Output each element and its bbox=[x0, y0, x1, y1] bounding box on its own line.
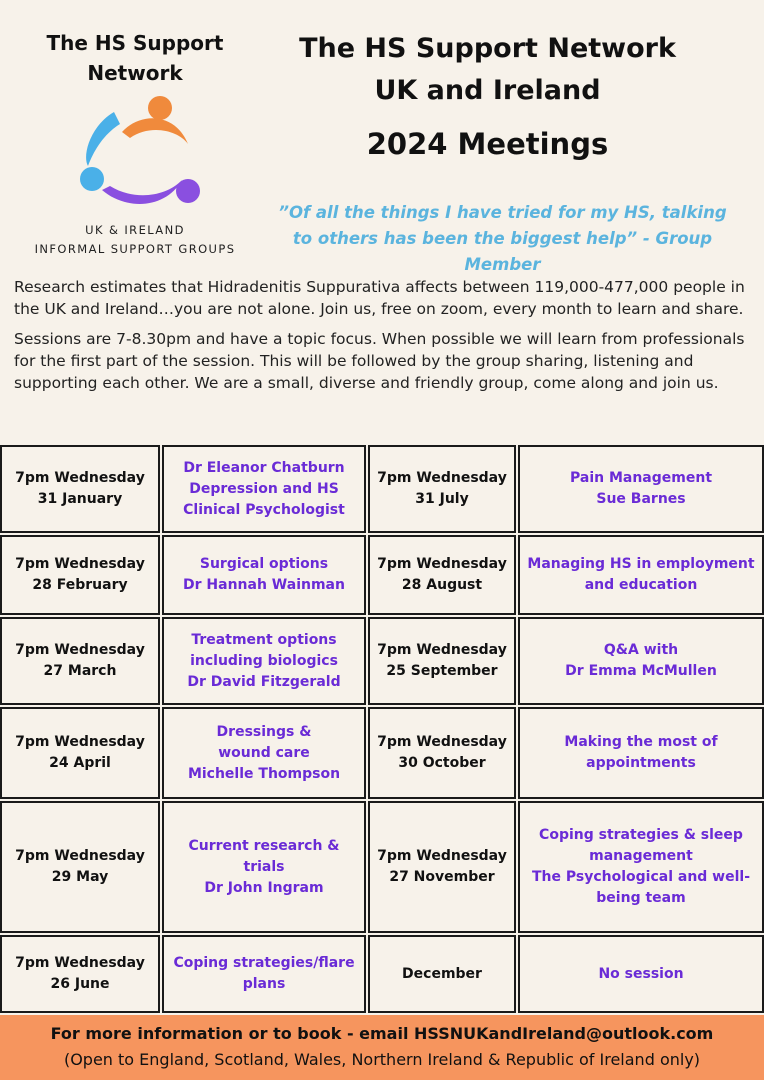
logo-subtitle-line2: INFORMAL SUPPORT GROUPS bbox=[34, 242, 236, 256]
meeting-topic: Treatment options including biologics Dr David Fitzgerald bbox=[187, 631, 341, 690]
left-topic-cell bbox=[162, 801, 366, 933]
meeting-date: 7pm Wednesday 28 February bbox=[15, 556, 145, 593]
left-topic-cell bbox=[162, 935, 366, 1013]
meeting-topic: Q&A with Dr Emma McMullen bbox=[565, 642, 717, 679]
right-date-cell bbox=[368, 445, 516, 533]
left-topic-cell bbox=[162, 617, 366, 705]
meeting-topic: Making the most of appointments bbox=[564, 734, 718, 771]
left-date-cell bbox=[0, 935, 160, 1013]
meeting-topic: Managing HS in employment and education bbox=[527, 556, 755, 593]
meeting-date: 7pm Wednesday 31 July bbox=[377, 470, 507, 507]
logo-block bbox=[30, 28, 240, 257]
header bbox=[250, 28, 725, 164]
logo-title: The HS Support Network bbox=[46, 31, 224, 85]
meeting-topic: Surgical options Dr Hannah Wainman bbox=[183, 556, 345, 593]
right-topic-cell bbox=[518, 801, 764, 933]
meetings-heading: 2024 Meetings bbox=[366, 127, 609, 161]
people-circle-logo-icon bbox=[70, 94, 200, 219]
meeting-date: 7pm Wednesday 27 November bbox=[377, 848, 507, 885]
right-topic-cell bbox=[518, 535, 764, 615]
left-date-cell bbox=[0, 707, 160, 799]
footer-banner bbox=[0, 1015, 764, 1080]
meeting-date: 7pm Wednesday 31 January bbox=[15, 470, 145, 507]
meeting-topic: Current research & trials Dr John Ingram bbox=[188, 837, 340, 896]
right-date-cell bbox=[368, 707, 516, 799]
meeting-date: 7pm Wednesday 26 June bbox=[15, 955, 145, 992]
meeting-schedule-table bbox=[0, 445, 764, 1015]
left-date-cell bbox=[0, 445, 160, 533]
right-date-cell bbox=[368, 801, 516, 933]
meeting-topic: Dressings & wound care Michelle Thompson bbox=[187, 723, 341, 782]
meeting-topic: Coping strategies & sleep management The Psychological and well- being team bbox=[531, 827, 751, 906]
meeting-date: 7pm Wednesday 29 May bbox=[15, 848, 145, 885]
right-date-cell bbox=[368, 935, 516, 1013]
left-topic-cell bbox=[162, 707, 366, 799]
meeting-date: 7pm Wednesday 27 March bbox=[15, 642, 145, 679]
right-topic-cell bbox=[518, 935, 764, 1013]
meeting-date: 7pm Wednesday 28 August bbox=[377, 556, 507, 593]
meeting-date: December bbox=[402, 965, 482, 982]
meeting-topic: No session bbox=[598, 965, 684, 982]
meeting-date: 7pm Wednesday 25 September bbox=[377, 642, 507, 679]
page-title-line2: UK and Ireland bbox=[374, 75, 601, 106]
meeting-topic: Coping strategies/flare plans bbox=[173, 955, 355, 992]
right-topic-cell bbox=[518, 707, 764, 799]
left-date-cell bbox=[0, 801, 160, 933]
footer-contact: For more information or to book - email HSSNUKandIreland@outlook.com bbox=[50, 1024, 714, 1043]
left-topic-cell bbox=[162, 445, 366, 533]
right-topic-cell bbox=[518, 617, 764, 705]
left-topic-cell bbox=[162, 535, 366, 615]
right-date-cell bbox=[368, 535, 516, 615]
intro-paragraph-2: Sessions are 7-8.30pm and have a topic focus. When possible we will learn from professionals for the first part of the session. This will be followed by the group sharing, listening and supporting each other. We are a small, diverse and friendly group, come along and join us. bbox=[14, 330, 745, 392]
member-quote: ”Of all the things I have tried for my HS, talking to others has been the biggest help” - Group Member bbox=[278, 203, 727, 274]
right-topic-cell bbox=[518, 445, 764, 533]
meeting-topic: Dr Eleanor Chatburn Depression and HS Clinical Psychologist bbox=[183, 459, 345, 518]
meeting-date: 7pm Wednesday 24 April bbox=[15, 734, 145, 771]
meeting-date: 7pm Wednesday 30 October bbox=[377, 734, 507, 771]
left-date-cell bbox=[0, 535, 160, 615]
page-title-line1: The HS Support Network bbox=[299, 33, 676, 64]
left-date-cell bbox=[0, 617, 160, 705]
intro-paragraph-1: Research estimates that Hidradenitis Suppurativa affects between 119,000-477,000 people in the UK and Ireland…you are not alone. Join us, free on zoom, every month to learn and share. bbox=[14, 278, 745, 318]
intro-text bbox=[14, 276, 754, 402]
right-date-cell bbox=[368, 617, 516, 705]
logo-subtitle-line1: UK & IRELAND bbox=[85, 223, 185, 237]
meeting-topic: Pain Management Sue Barnes bbox=[569, 470, 713, 507]
footer-eligibility: (Open to England, Scotland, Wales, Northern Ireland & Republic of Ireland only) bbox=[63, 1050, 701, 1069]
